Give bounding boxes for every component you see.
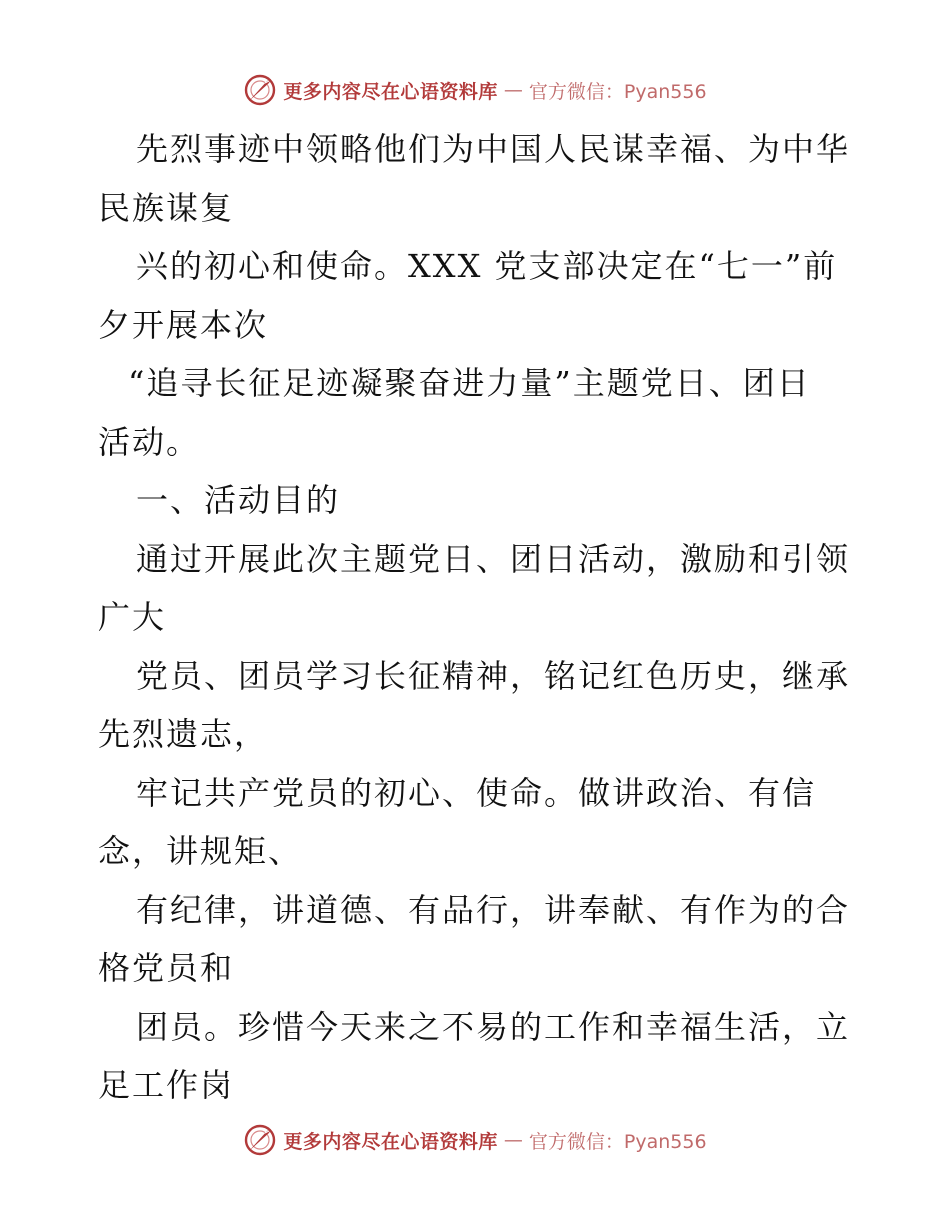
body-line: 念，讲规矩、 — [98, 832, 303, 870]
body-line: 通过开展此次主题党日、团日活动，激励和引领 — [136, 539, 851, 578]
body-line: 民族谋复 — [98, 188, 235, 227]
body-line: 足工作岗 — [98, 1066, 235, 1104]
document-body — [98, 120, 858, 1115]
banner-brand-text: 更多内容尽在心语资料库 — [283, 80, 498, 103]
body-line: 活动。 — [98, 422, 201, 461]
banner-separator: — — [503, 1129, 523, 1151]
body-line: 团员。珍惜今天来之不易的工作和幸福生活，立 — [136, 1007, 851, 1046]
banner-wechat-text: 官方微信：Pyan556 — [528, 80, 707, 103]
banner-wechat-text: 官方微信：Pyan556 — [528, 1130, 707, 1153]
section-heading: 一、活动目的 — [136, 481, 341, 519]
body-line: 广大 — [98, 598, 167, 636]
quill-pen-circle-icon — [243, 1123, 277, 1157]
body-line: 先烈事迹中领略他们为中国人民谋幸福、为中华 — [136, 130, 851, 168]
banner-brand-text: 更多内容尽在心语资料库 — [283, 1130, 498, 1153]
body-line: 兴的初心和使命。XXX 党支部决定在“七一”前 — [136, 247, 838, 285]
body-line: 先烈遗志， — [98, 715, 269, 753]
footer-banner — [0, 1120, 950, 1160]
quill-pen-circle-icon — [243, 73, 277, 107]
body-line: 格党员和 — [98, 949, 235, 987]
body-line: 夕开展本次 — [98, 305, 269, 344]
header-banner — [0, 70, 950, 110]
banner-separator: — — [503, 79, 523, 101]
body-line: 党员、团员学习长征精神，铭记红色历史，继承 — [136, 656, 851, 695]
body-line: 有纪律，讲道德、有品行，讲奉献、有作为的合 — [136, 890, 851, 929]
body-line: 牢记共产党员的初心、使命。做讲政治、有信 — [136, 773, 817, 812]
body-line: “追寻长征足迹凝聚奋进力量”主题党日、团日 — [128, 364, 811, 402]
